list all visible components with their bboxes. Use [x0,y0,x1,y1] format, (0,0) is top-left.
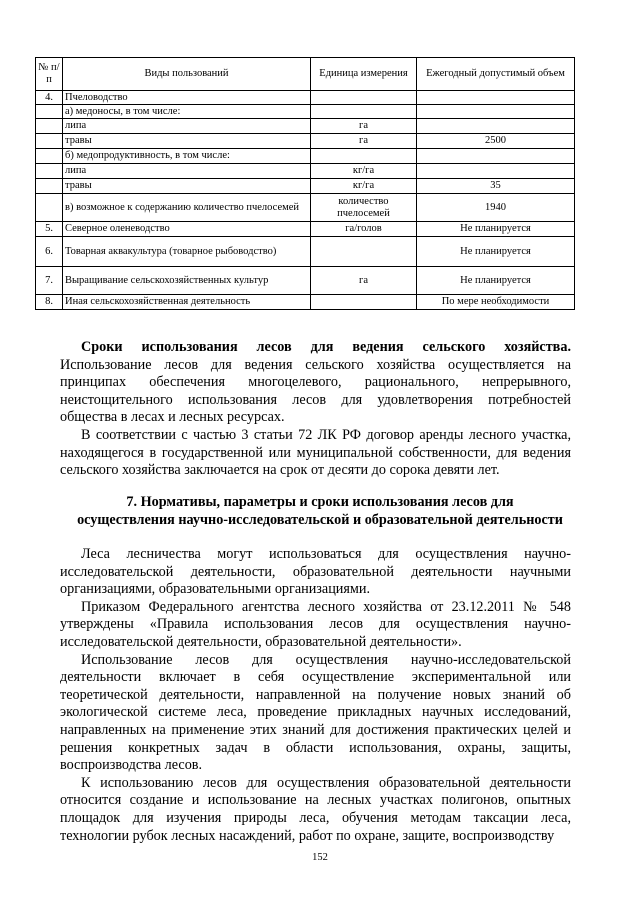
row-unit: га [311,134,417,149]
table-row [36,91,575,105]
row-use-type: а) медоносы, в том числе: [63,105,311,119]
row-use-type: травы [63,179,311,194]
paragraph: Приказом Федерального агентства лесного хозяйства от 23.12.2011 № 548 утверждены «Правила использования лесов для осуществления научно-исследовательской деятельности, образовательной деятельности». [60,598,571,650]
row-volume: Не планируется [417,267,575,295]
table-row [36,237,575,267]
table-row [36,164,575,179]
table-row [36,194,575,222]
row-number: 4. [36,91,63,105]
paragraph: В соответствии с частью 3 статьи 72 ЛК РФ договор аренды лесного участка, находящегося в государственной или муниципальной собственности, для ведения сельского хозяйства заключается на срок от десяти до сорока девяти лет. [60,426,571,479]
row-volume [417,164,575,179]
row-number [36,164,63,179]
heading-line: осуществления научно-исследовательской и образовательной деятельности [77,512,563,528]
row-use-type: Северное оленеводство [63,222,311,237]
row-number [36,179,63,194]
table-row [36,105,575,119]
table-row [36,222,575,237]
paragraph: Использование лесов для осуществления научно-исследовательской деятельности включает в себя осуществление экспериментальной или теоретической деятельности, направленной на получение новых знаний об экологической системе леса, проведение прикладных научных исследований, направленных на применение этих знаний для достижения практических целей и решения конкретных задач в области использования, охраны, защиты, воспроизводства лесов. [60,651,571,774]
row-unit [311,105,417,119]
row-use-type: Пчеловодство [63,91,311,105]
row-use-type: Товарная аквакультура (товарное рыбоводство) [63,237,311,267]
row-unit: количество пчелосемей [311,194,417,222]
table-row [36,267,575,295]
row-use-type: Иная сельскохозяйственная деятельность [63,295,311,310]
paragraph: К использованию лесов для осуществления образовательной деятельности относится создание и использование на лесных участках полигонов, опытных площадок для изучения природы леса, обучения методам таксации леса, технологии рубок лесных насаждений, работ по охране, защите, воспроизводству [60,774,571,844]
table-row [36,149,575,164]
row-volume: По мере необходимости [417,295,575,310]
row-use-type: липа [63,119,311,134]
row-unit: га/голов [311,222,417,237]
row-unit [311,91,417,105]
row-use-type: липа [63,164,311,179]
header-use-type: Виды пользований [63,58,311,91]
row-volume [417,105,575,119]
section-heading [40,493,600,529]
row-number [36,149,63,164]
table-row [36,119,575,134]
page-number: 152 [312,852,328,863]
row-number [36,134,63,149]
row-unit: кг/га [311,164,417,179]
row-unit [311,237,417,267]
row-use-type: б) медопродуктивность, в том числе: [63,149,311,164]
table-row [36,134,575,149]
row-use-type: Выращивание сельскохозяйственных культур [63,267,311,295]
row-number: 6. [36,237,63,267]
row-number: 8. [36,295,63,310]
row-number [36,105,63,119]
row-use-type: в) возможное к содержанию количество пчелосемей [63,194,311,222]
row-volume: 35 [417,179,575,194]
header-number: № п/п [36,58,63,91]
row-unit [311,295,417,310]
row-unit: кг/га [311,179,417,194]
row-number: 7. [36,267,63,295]
paragraph: Леса лесничества могут использоваться для осуществления научно-исследовательской деятельности, образовательной деятельности научными организациями, образовательными организациями. [60,546,571,598]
row-number: 5. [36,222,63,237]
section-agriculture-terms [60,339,571,480]
paragraph-text: Использование лесов для ведения сельского хозяйства осуществляется на принципах обеспечения многоцелевого, рационального, непрерывного, неистощительного использования лесов для удовлетворения потребностей общества в лесах и лесных ресурсах. [60,356,571,426]
table-row [36,179,575,194]
table-header-row [36,58,575,91]
row-unit [311,149,417,164]
row-unit: га [311,119,417,134]
row-unit: га [311,267,417,295]
row-volume: 2500 [417,134,575,149]
row-number [36,194,63,222]
header-unit: Единица измерения [311,58,417,91]
row-volume: Не планируется [417,222,575,237]
row-volume [417,149,575,164]
row-volume: Не планируется [417,237,575,267]
heading-line: 7. Нормативы, параметры и сроки использования лесов для [126,494,514,510]
row-number [36,119,63,134]
row-volume [417,91,575,105]
forest-use-table [35,57,575,310]
bold-lead: Сроки использования лесов для ведения сельского хозяйства. [81,339,571,355]
section-7-body [60,546,571,845]
header-annual-volume: Ежегодный допустимый объем [417,58,575,91]
row-volume [417,119,575,134]
table-row [36,295,575,310]
row-volume: 1940 [417,194,575,222]
row-use-type: травы [63,134,311,149]
paragraph [60,339,571,427]
